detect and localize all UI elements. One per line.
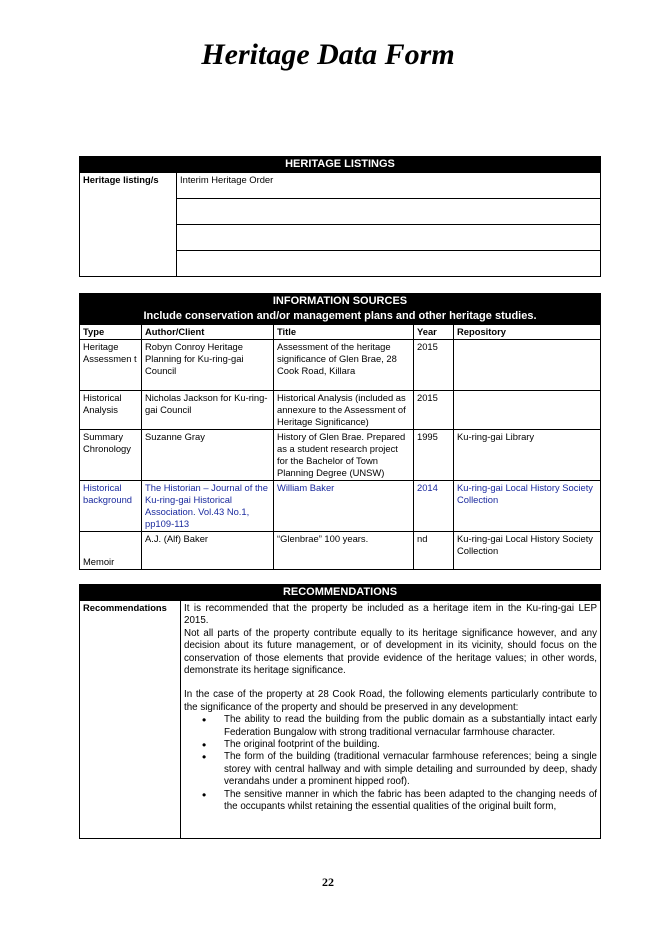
source-repository: Ku-ring-gai Local History Society Collection xyxy=(454,481,601,532)
recommendation-paragraph: Not all parts of the property contribute equally to its heritage significance however, and any decision about its future management, or of development in its vicinity, should focus on the conservation of those elements that provide evidence of the heritage values; in other words, demonstrate its heritage significance. xyxy=(184,627,597,677)
source-repository xyxy=(454,391,601,430)
heritage-listing-row xyxy=(177,225,601,251)
column-header-repository: Repository xyxy=(454,325,601,340)
table-row xyxy=(80,340,601,391)
information-sources-table xyxy=(79,293,601,570)
column-header-type: Type xyxy=(80,325,142,340)
source-type: Memoir xyxy=(80,532,142,570)
source-repository: Ku-ring-gai Library xyxy=(454,430,601,481)
source-repository: Ku-ring-gai Local History Society Collection xyxy=(454,532,601,570)
heritage-listing-row xyxy=(177,199,601,225)
source-title: Assessment of the heritage significance of Glen Brae, 28 Cook Road, Killara xyxy=(274,340,414,391)
heritage-listing-row xyxy=(177,251,601,277)
source-year: 1995 xyxy=(414,430,454,481)
source-author: A.J. (Alf) Baker xyxy=(142,532,274,570)
recommendation-paragraph: It is recommended that the property be included as a heritage item in the Ku-ring-gai LEP 2015. xyxy=(184,603,597,627)
column-header-author: Author/Client xyxy=(142,325,274,340)
source-title: William Baker xyxy=(274,481,414,532)
information-sources-subheader: Include conservation and/or management plans and other heritage studies. xyxy=(80,309,601,325)
source-author: Suzanne Gray xyxy=(142,430,274,481)
source-repository xyxy=(454,340,601,391)
information-sources-header: INFORMATION SOURCES xyxy=(80,294,601,310)
source-type: Heritage Assessmen t xyxy=(80,340,142,391)
recommendation-paragraph: In the case of the property at 28 Cook Road, the following elements particularly contribute to the significance of the property and should be preserved in any development: xyxy=(184,689,597,713)
column-header-year: Year xyxy=(414,325,454,340)
recommendation-bullet-list xyxy=(184,714,597,813)
heritage-listings-table xyxy=(79,156,601,277)
source-title: Historical Analysis (included as annexure to the Assessment of Heritage Significance) xyxy=(274,391,414,430)
source-title: History of Glen Brae. Prepared as a student research project for the Bachelor of Town Planning Degree (UNSW) xyxy=(274,430,414,481)
source-author: Nicholas Jackson for Ku-ring-gai Council xyxy=(142,391,274,430)
recommendations-table xyxy=(79,584,601,839)
table-row xyxy=(80,391,601,430)
heritage-listing-row: Interim Heritage Order xyxy=(177,173,601,199)
source-year: 2015 xyxy=(414,340,454,391)
list-item: • The form of the building (traditional vernacular farmhouse references; being a single storey with central hallway and with simple detailing and surrounded by deep, shady verandahs under a prominent hipped roof). xyxy=(224,751,597,788)
source-year: 2015 xyxy=(414,391,454,430)
recommendations-label: Recommendations xyxy=(80,601,181,839)
source-type: Historical Analysis xyxy=(80,391,142,430)
source-type: Summary Chronology xyxy=(80,430,142,481)
table-row xyxy=(80,481,601,532)
source-year: 2014 xyxy=(414,481,454,532)
page-title: Heritage Data Form xyxy=(201,38,455,71)
source-title: “Glenbrae” 100 years. xyxy=(274,532,414,570)
table-row xyxy=(80,430,601,481)
list-item: • The original footprint of the building. xyxy=(224,739,597,751)
table-row xyxy=(80,532,601,570)
list-item: • The ability to read the building from the public domain as a substantially intact early Federation Bungalow with strong traditional vernacular farmhouse character. xyxy=(224,714,597,739)
heritage-listings-label: Heritage listing/s xyxy=(80,173,177,277)
source-year: nd xyxy=(414,532,454,570)
source-author: The Historian – Journal of the Ku-ring-gai Historical Association. Vol.43 No.1, pp109-113 xyxy=(142,481,274,532)
source-type: Historical background xyxy=(80,481,142,532)
list-item: • The sensitive manner in which the fabric has been adapted to the changing needs of the occupants whilst retaining the essential qualities of the original built form, xyxy=(224,789,597,814)
heritage-listings-header: HERITAGE LISTINGS xyxy=(80,157,601,173)
column-header-title: Title xyxy=(274,325,414,340)
recommendations-text xyxy=(181,601,601,839)
source-author: Robyn Conroy Heritage Planning for Ku-ring-gai Council xyxy=(142,340,274,391)
page-number: 22 xyxy=(322,875,334,889)
recommendations-header: RECOMMENDATIONS xyxy=(80,585,601,601)
